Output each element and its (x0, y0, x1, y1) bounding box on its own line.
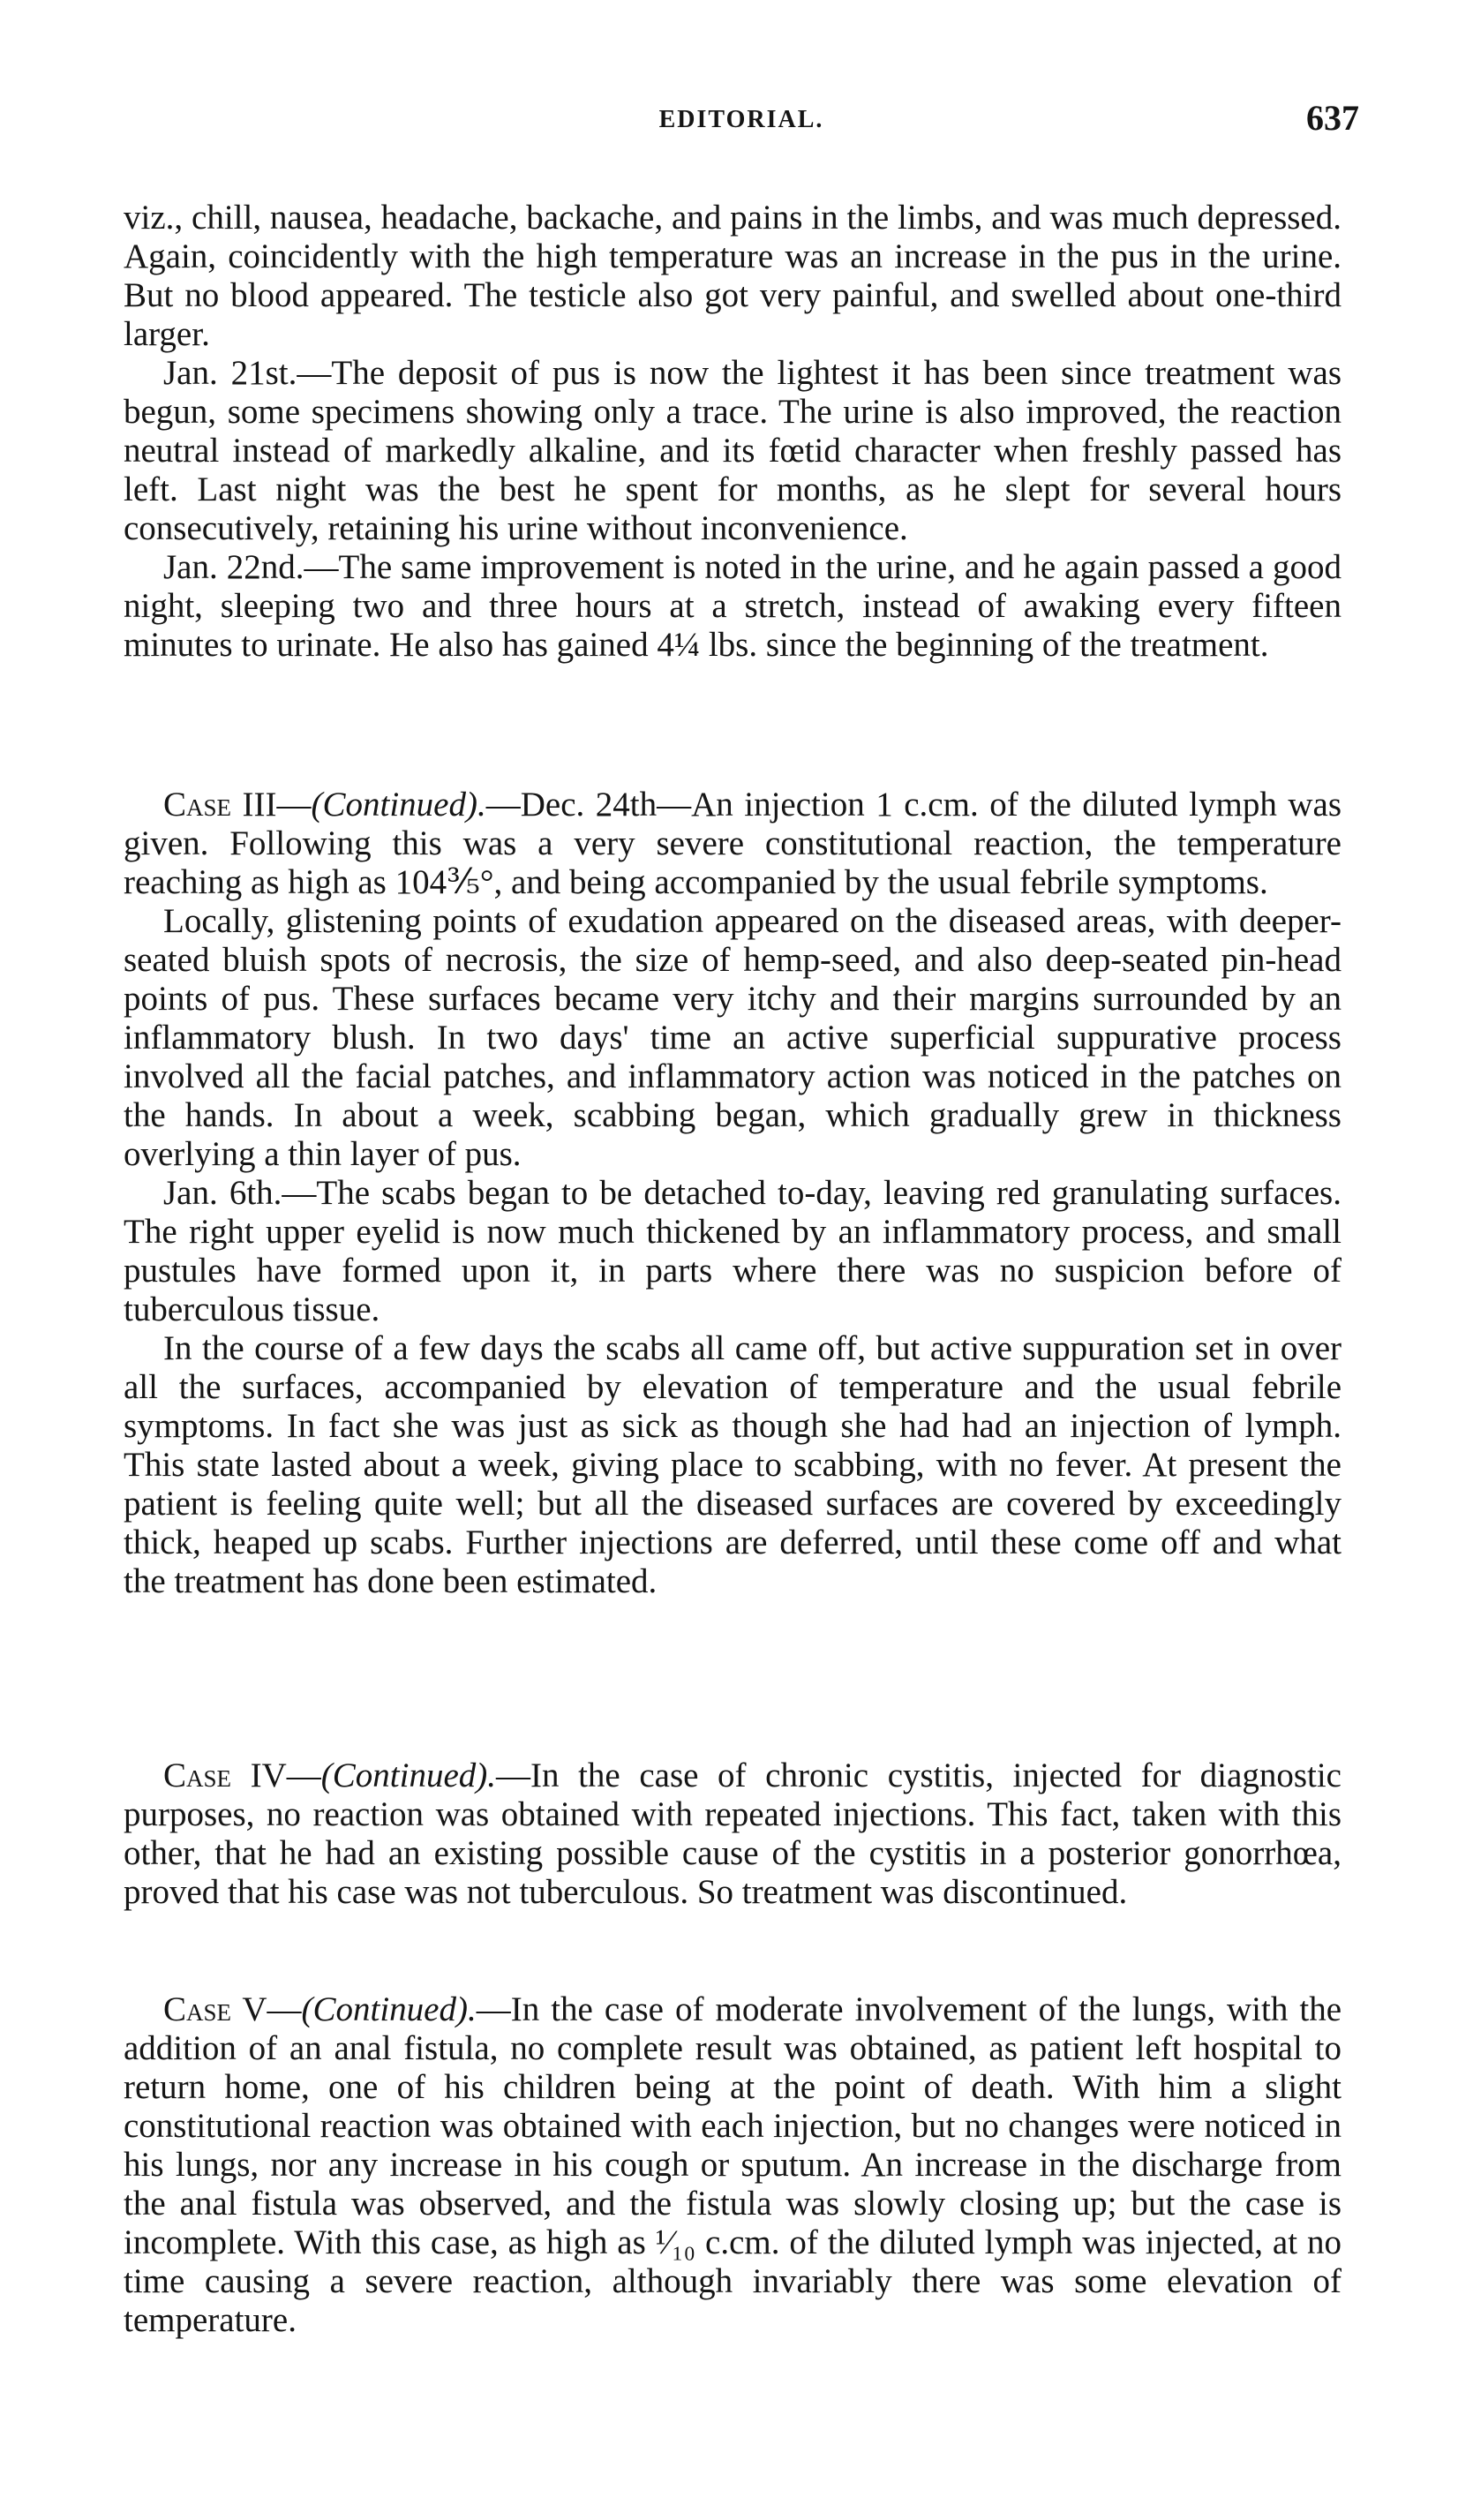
paragraph: Jan. 22nd.—The same improvement is noted in the urine, and he again passed a good night, sleeping two and three hours at a stretch, instead of awaking every fifteen minutes to urinate. He also has gained 4¼ lbs. since the beginning of the treatment. (124, 548, 1342, 664)
page-header (124, 97, 1359, 150)
case-3-paragraph (124, 786, 1342, 902)
paragraph: Jan. 6th.—The scabs began to be detached to-day, leaving red granulating surfaces. The right upper eyelid is now much thickened by an inflammatory process, and small pustules have formed upon it, in parts where there was no suspicion before of tuberculous tissue. (124, 1174, 1342, 1328)
case-3-text: —Dec. 24th—An injection 1 c.cm. of the diluted lymph was given. Following this was a very severe constitutional reaction, the temperature reaching as high as 104⅗°, and being accompanied by the usual febrile symptoms. (124, 786, 1342, 901)
case-3-section (124, 786, 1342, 1601)
running-head: EDITORIAL. (658, 106, 824, 133)
case-5-label: Case V— (163, 1990, 302, 2028)
case-3-label: Case III— (163, 786, 312, 824)
case-4-continued: (Continued). (320, 1756, 496, 1794)
case-5-section (124, 1990, 1342, 2340)
continued-case-text (124, 199, 1342, 665)
paragraph: Jan. 21st.—The deposit of pus is now the lightest it has been since treatment was begun, some specimens showing only a trace. The urine is also improved, the reaction neutral instead of markedly alkaline, and its fœtid character when freshly passed has left. Last night was the best he spent for months, as he slept for several hours consecutively, retaining his urine without inconvenience. (124, 354, 1342, 547)
case-4-text: —In the case of chronic cystitis, injected for diagnostic purposes, no reaction was obtained with repeated injections. This fact, taken with this other, that he had an existing possible cause of the cystitis in a posterior gonorrhœa, proved that his case was not tuberculous. So treatment was discontinued. (124, 1756, 1342, 1911)
page-number: 637 (1306, 98, 1359, 138)
case-4-section (124, 1756, 1342, 1912)
paragraph: In the course of a few days the scabs all came off, but active suppuration set in over all the surfaces, accompanied by elevation of temperature and the usual febrile symptoms. In fact she was just as sick as though she had had an injection of lymph. This state lasted about a week, giving place to scabbing, with no fever. At present the patient is feeling quite well; but all the diseased surfaces are covered by exceedingly thick, heaped up scabs. Further injections are deferred, until these come off and what the treatment has done been estimated. (124, 1329, 1342, 1600)
case-5-paragraph (124, 1990, 1342, 2340)
case-5-continued: (Continued). (301, 1990, 477, 2028)
case-5-text: —In the case of moderate involvement of the lungs, with the addition of an anal fistula, no complete result was obtained, as patient left hospital to return home, one of his children being at the point of death. With him a slight constitutional reaction was obtained with each injection, but no changes were noticed in his lungs, nor any increase in his cough or sputum. An increase in the discharge from the anal fistula was observed, and the fistula was slowly closing up; but the case is incomplete. With this case, as high as ¹⁄₁₀ c.cm. of the diluted lymph was injected, at no time causing a severe reaction, although invariably there was some elevation of temperature. (124, 1990, 1342, 2339)
case-3-continued: (Continued). (311, 786, 486, 824)
case-4-paragraph (124, 1756, 1342, 1912)
paragraph: viz., chill, nausea, headache, backache, and pains in the limbs, and was much depressed. Again, coincidently with the high temperature was an increase in the pus in the urine. But no blood appeared. The testicle also got very painful, and swelled about one-third larger. (124, 199, 1342, 353)
case-4-label: Case IV— (163, 1756, 321, 1794)
paragraph: Locally, glistening points of exudation appeared on the diseased areas, with deeper-seated bluish spots of necrosis, the size of hemp-seed, and also deep-seated pin-head points of pus. These surfaces became very itchy and their margins surrounded by an inflammatory blush. In two days' time an active superficial suppurative process involved all the facial patches, and inflammatory action was noticed in the patches on the hands. In about a week, scabbing began, which gradually grew in thickness overlying a thin layer of pus. (124, 902, 1342, 1173)
